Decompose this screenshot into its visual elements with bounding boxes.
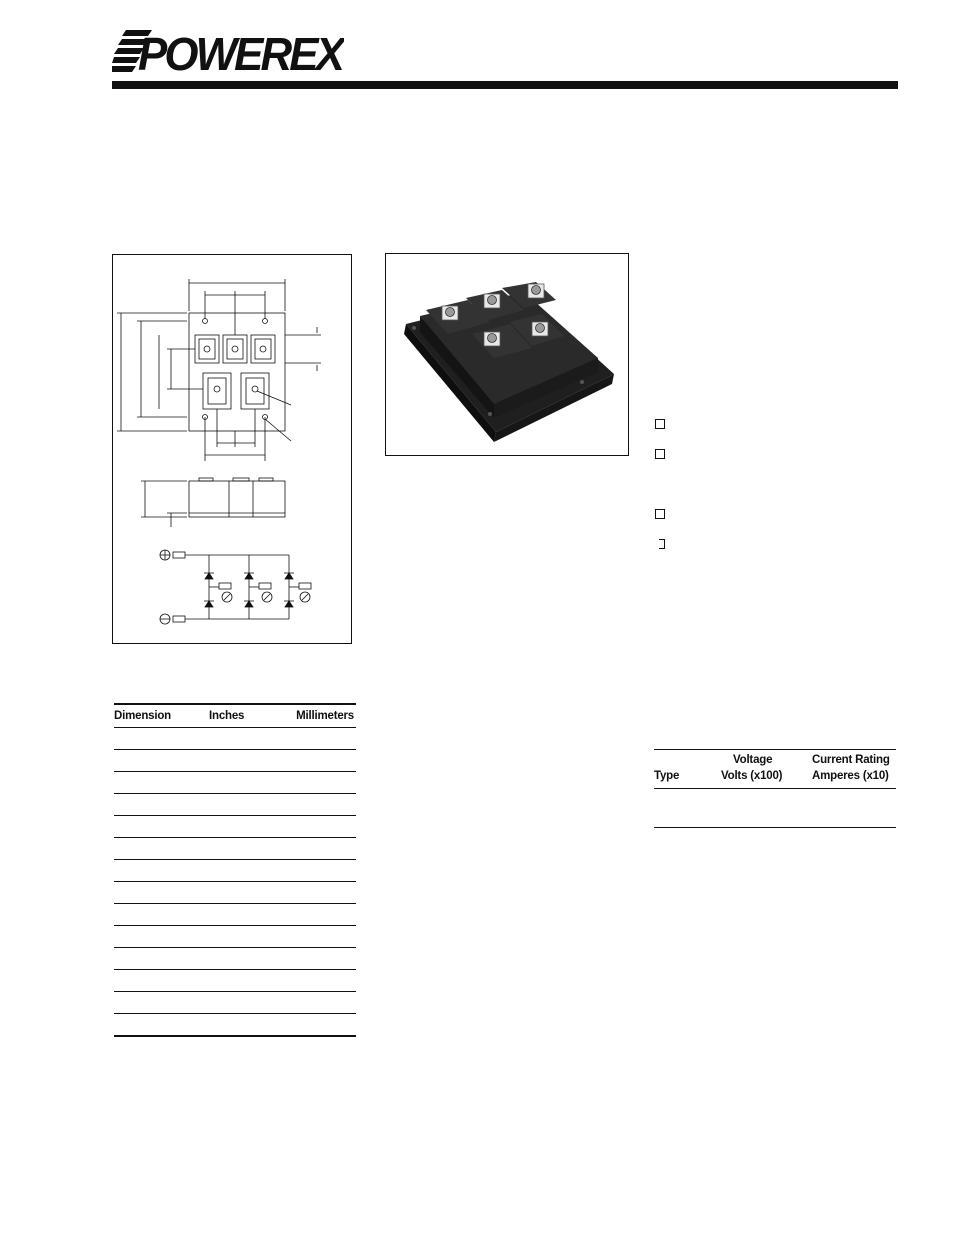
- table-row: [114, 992, 356, 1014]
- feature-checkbox: [655, 449, 665, 459]
- table-row: [114, 838, 356, 860]
- table-row: [114, 882, 356, 904]
- module-top-view: [189, 313, 285, 431]
- table-row: [114, 1014, 356, 1037]
- table-row: [114, 750, 356, 772]
- table-row: [654, 789, 896, 828]
- feature-checkbox: [655, 419, 665, 429]
- feature-checkbox: [659, 539, 665, 549]
- logo-wordmark: POWEREX: [138, 28, 344, 74]
- voltage-units-header: Volts (x100): [721, 770, 783, 782]
- table-row: [114, 772, 356, 794]
- millimeters-column-header: Millimeters: [296, 710, 354, 722]
- dimension-table: [114, 703, 356, 1037]
- table-row: [114, 926, 356, 948]
- module-side-view: [189, 481, 285, 517]
- current-column-header: Current Rating: [812, 754, 890, 766]
- current-units-header: Amperes (x10): [812, 770, 889, 782]
- feature-checkbox: [655, 509, 665, 519]
- table-row: [114, 948, 356, 970]
- dimension-table-header: [114, 703, 356, 728]
- product-photo: [385, 253, 629, 456]
- type-column-header: Type: [654, 770, 680, 782]
- inches-column-header: Inches: [209, 710, 245, 722]
- table-row: [114, 816, 356, 838]
- table-row: [114, 970, 356, 992]
- table-row: [114, 860, 356, 882]
- table-row: [114, 728, 356, 750]
- table-row: [114, 794, 356, 816]
- ordering-table-header: [654, 749, 896, 789]
- circuit-schematic: [160, 550, 311, 624]
- dimension-column-header: Dimension: [114, 710, 171, 722]
- table-row: [114, 904, 356, 926]
- powerex-logo: [112, 28, 344, 74]
- header-rule: [112, 81, 898, 89]
- ordering-table: [654, 749, 896, 828]
- outline-drawing: [112, 254, 352, 644]
- voltage-column-header: Voltage: [733, 754, 773, 766]
